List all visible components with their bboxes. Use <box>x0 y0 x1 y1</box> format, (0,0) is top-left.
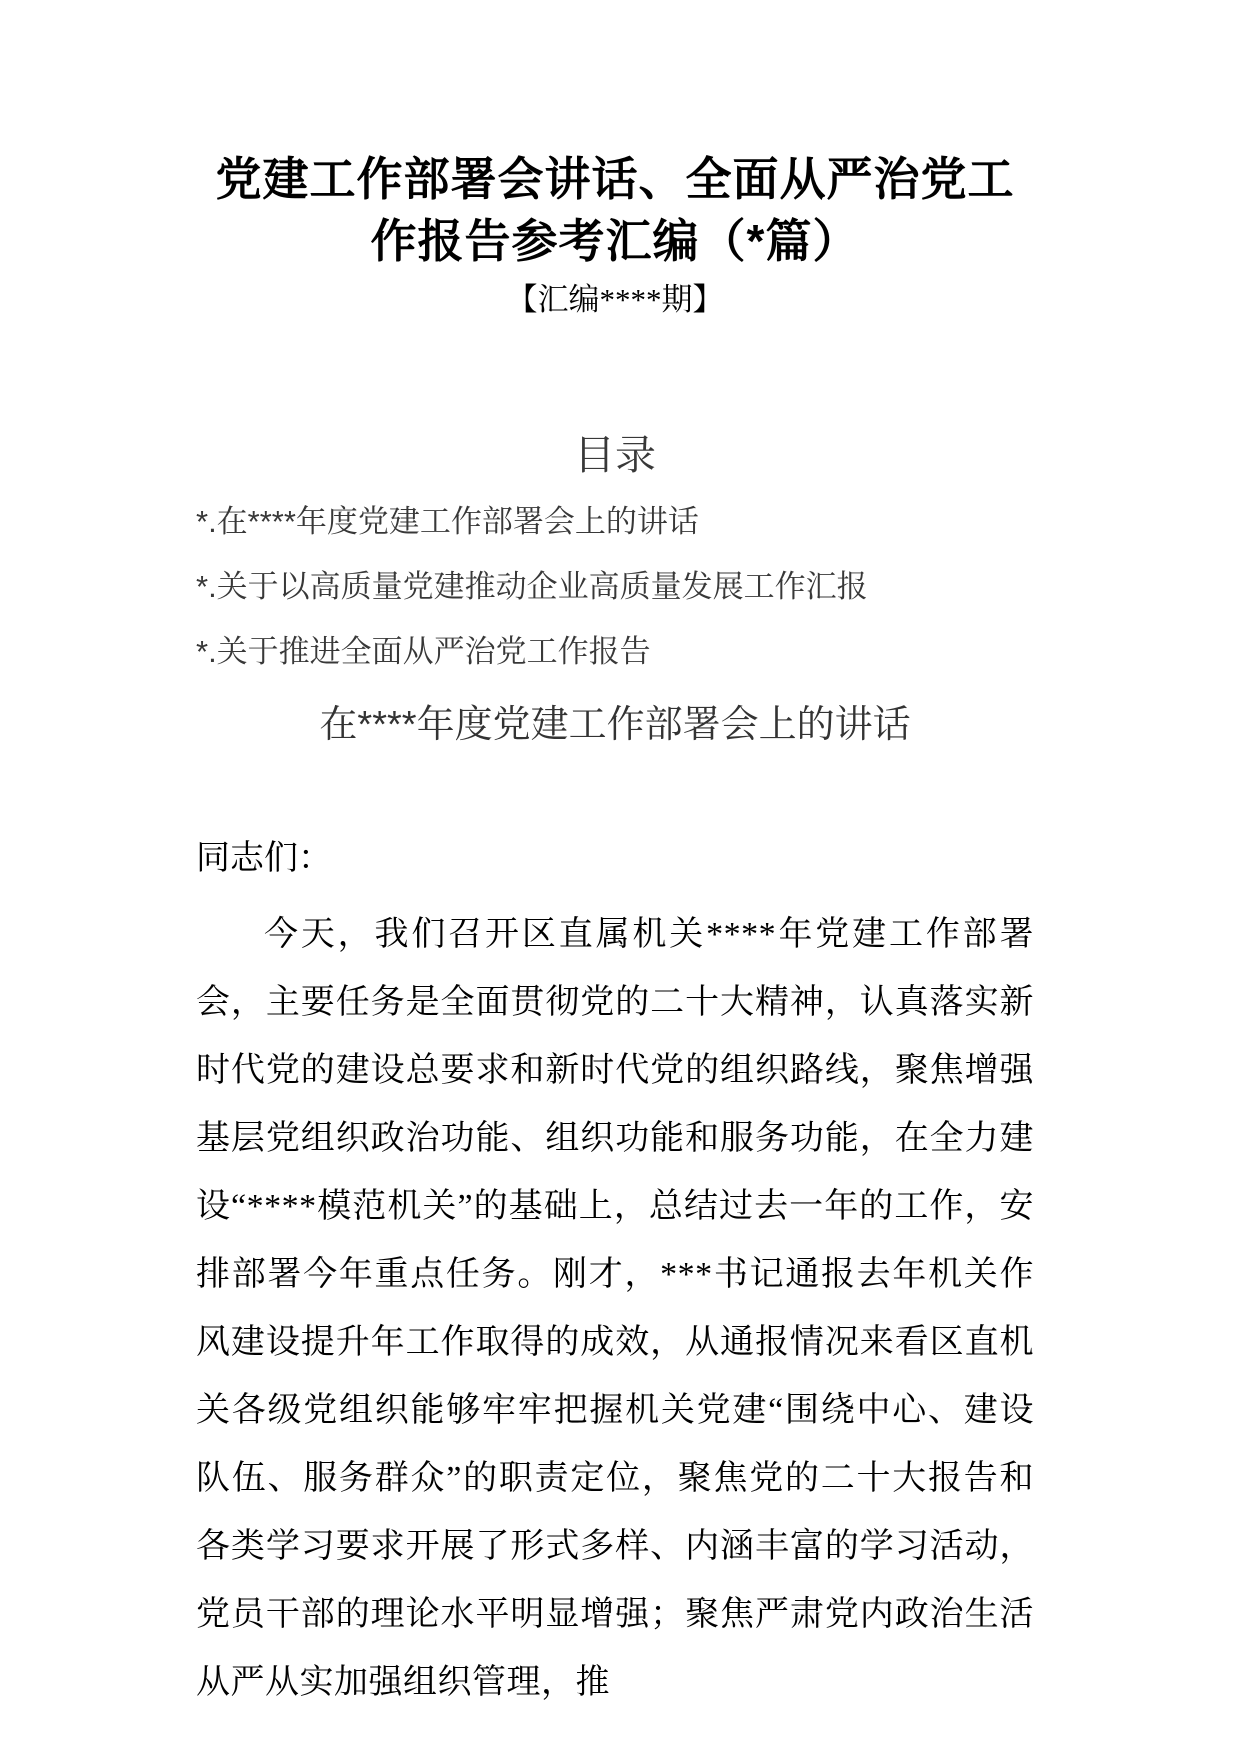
section-title: 在****年度党建工作部署会上的讲话 <box>319 704 911 746</box>
body-paragraph: 今天，我们召开区直属机关****年党建工作部署会，主要任务是全面贯彻党的二十大精神，认真落实新时代党的建设总要求和新时代党的组织路线，聚焦增强基层党组织政治功能、组织功能和服务功能，在全力建设“****模范机关”的基础上，总结过去一年的工作，安排部署今年重点任务。刚才，***书记通报去年机关作风建设提升年工作取得的成效，从通报情况来看区直机关各级党组织能够牢牢把握机关党建“围绕中心、建设队伍、服务群众”的职责定位，聚焦党的二十大报告和各类学习要求开展了形式多样、内涵丰富的学习活动，党员干部的理论水平明显增强；聚焦严肃党内政治生活从严从实加强组织管理，推 <box>196 916 1034 1701</box>
toc-list <box>196 504 1034 670</box>
document-subtitle: 【汇编****期】 <box>506 282 724 317</box>
toc-item-3: *.关于推进全面从严治党工作报告 <box>196 634 651 669</box>
salutation: 同志们： <box>196 840 332 877</box>
toc-item-2: *.关于以高质量党建推动企业高质量发展工作汇报 <box>196 569 868 604</box>
toc-item-1: *.在****年度党建工作部署会上的讲话 <box>196 504 699 539</box>
document-title: 党建工作部署会讲话、全面从严治党工作报告参考汇编（*篇） <box>215 153 1015 267</box>
toc-heading: 目录 <box>574 432 656 478</box>
